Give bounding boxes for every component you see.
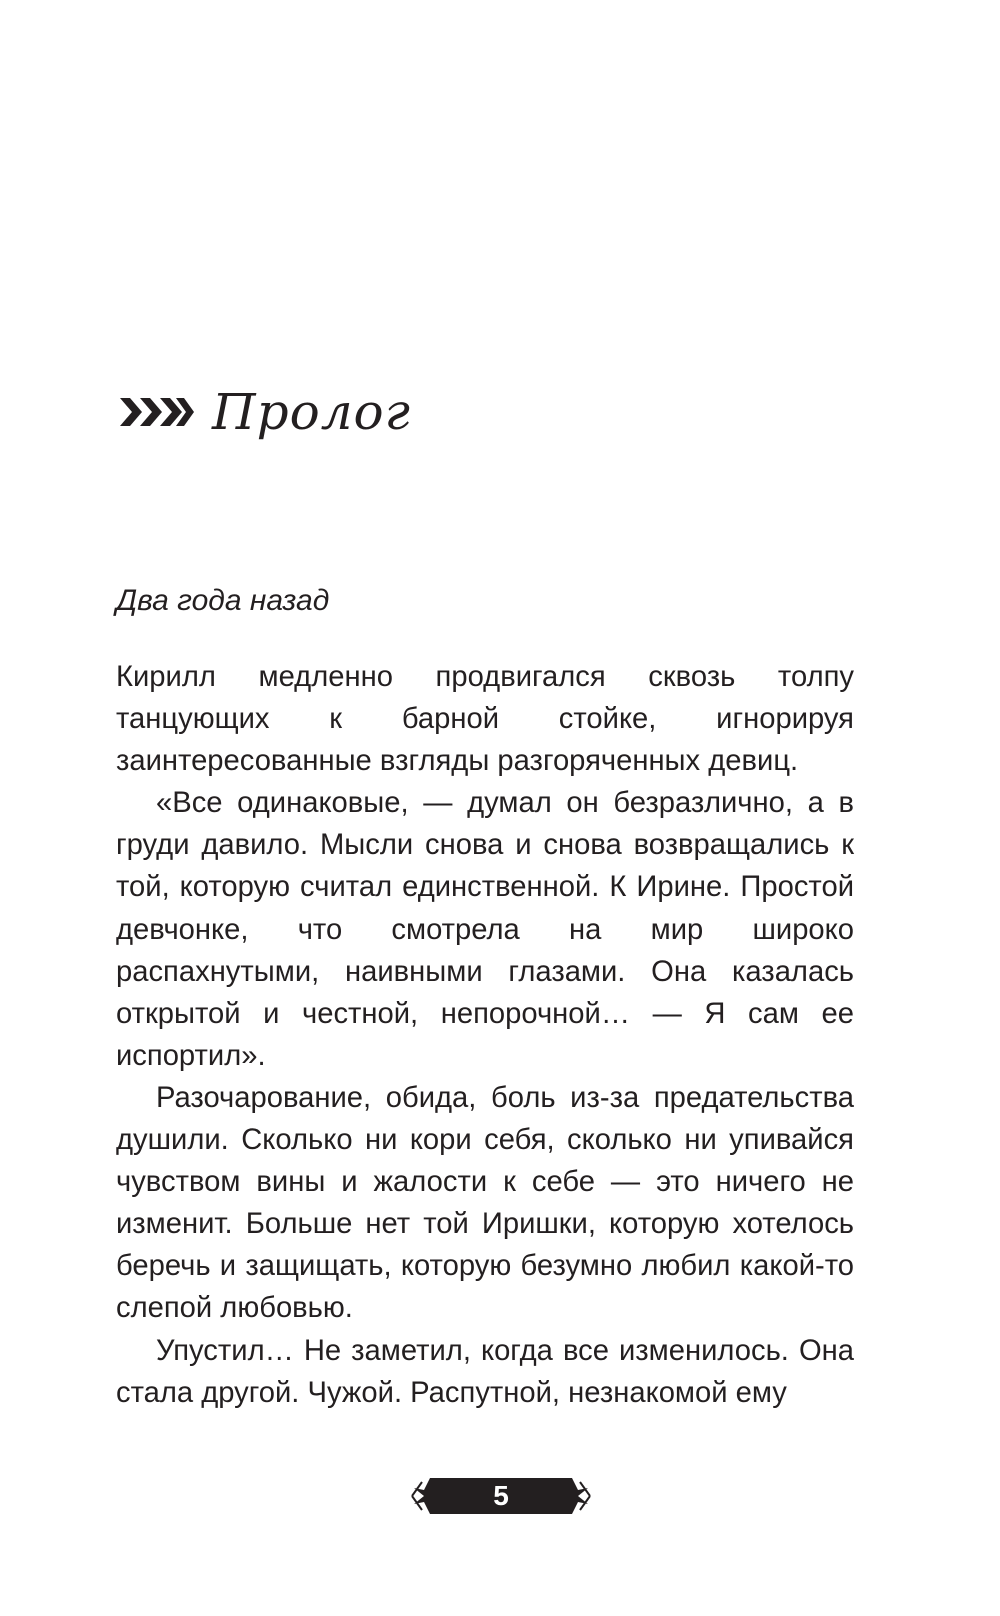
body-text [116, 656, 854, 1414]
chapter-subtitle: Два года назад [116, 584, 330, 617]
paragraph: Упустил… Не заметил, когда все изменилось. Она стала другой. Чужой. Распутной, незнакомой ему [116, 1334, 854, 1409]
triple-chevron-icon [118, 392, 194, 432]
chapter-heading [118, 372, 411, 452]
paragraph: Разочарование, обида, боль из-за предательства душили. Сколько ни кори себя, сколько ни упивайся чувством вины и жалости к себе — это ничего не изменит. Больше нет той Иришки, которую хотелось беречь и защищать, которую безумно любил какой-то слепой любовью. [116, 1081, 854, 1325]
page-number: 5 [493, 1480, 509, 1511]
chapter-title: Пролог [212, 383, 411, 441]
page-number-badge [410, 1470, 592, 1522]
paragraph: «Все одинаковые, — думал он безразлично, а в груди давило. Мысли снова и снова возвращались к той, которую считал единственной. К Ирине. Простой девчонке, что смотрела на мир широко распахнутыми, наивными глазами. Она казалась открытой и честной, непорочной… — Я сам ее испортил». [116, 787, 854, 1072]
paragraph: Кирилл медленно продвигался сквозь толпу танцующих к барной стойке, игнорируя заинтересованные взгляды разгоряченных девиц. [116, 661, 854, 778]
